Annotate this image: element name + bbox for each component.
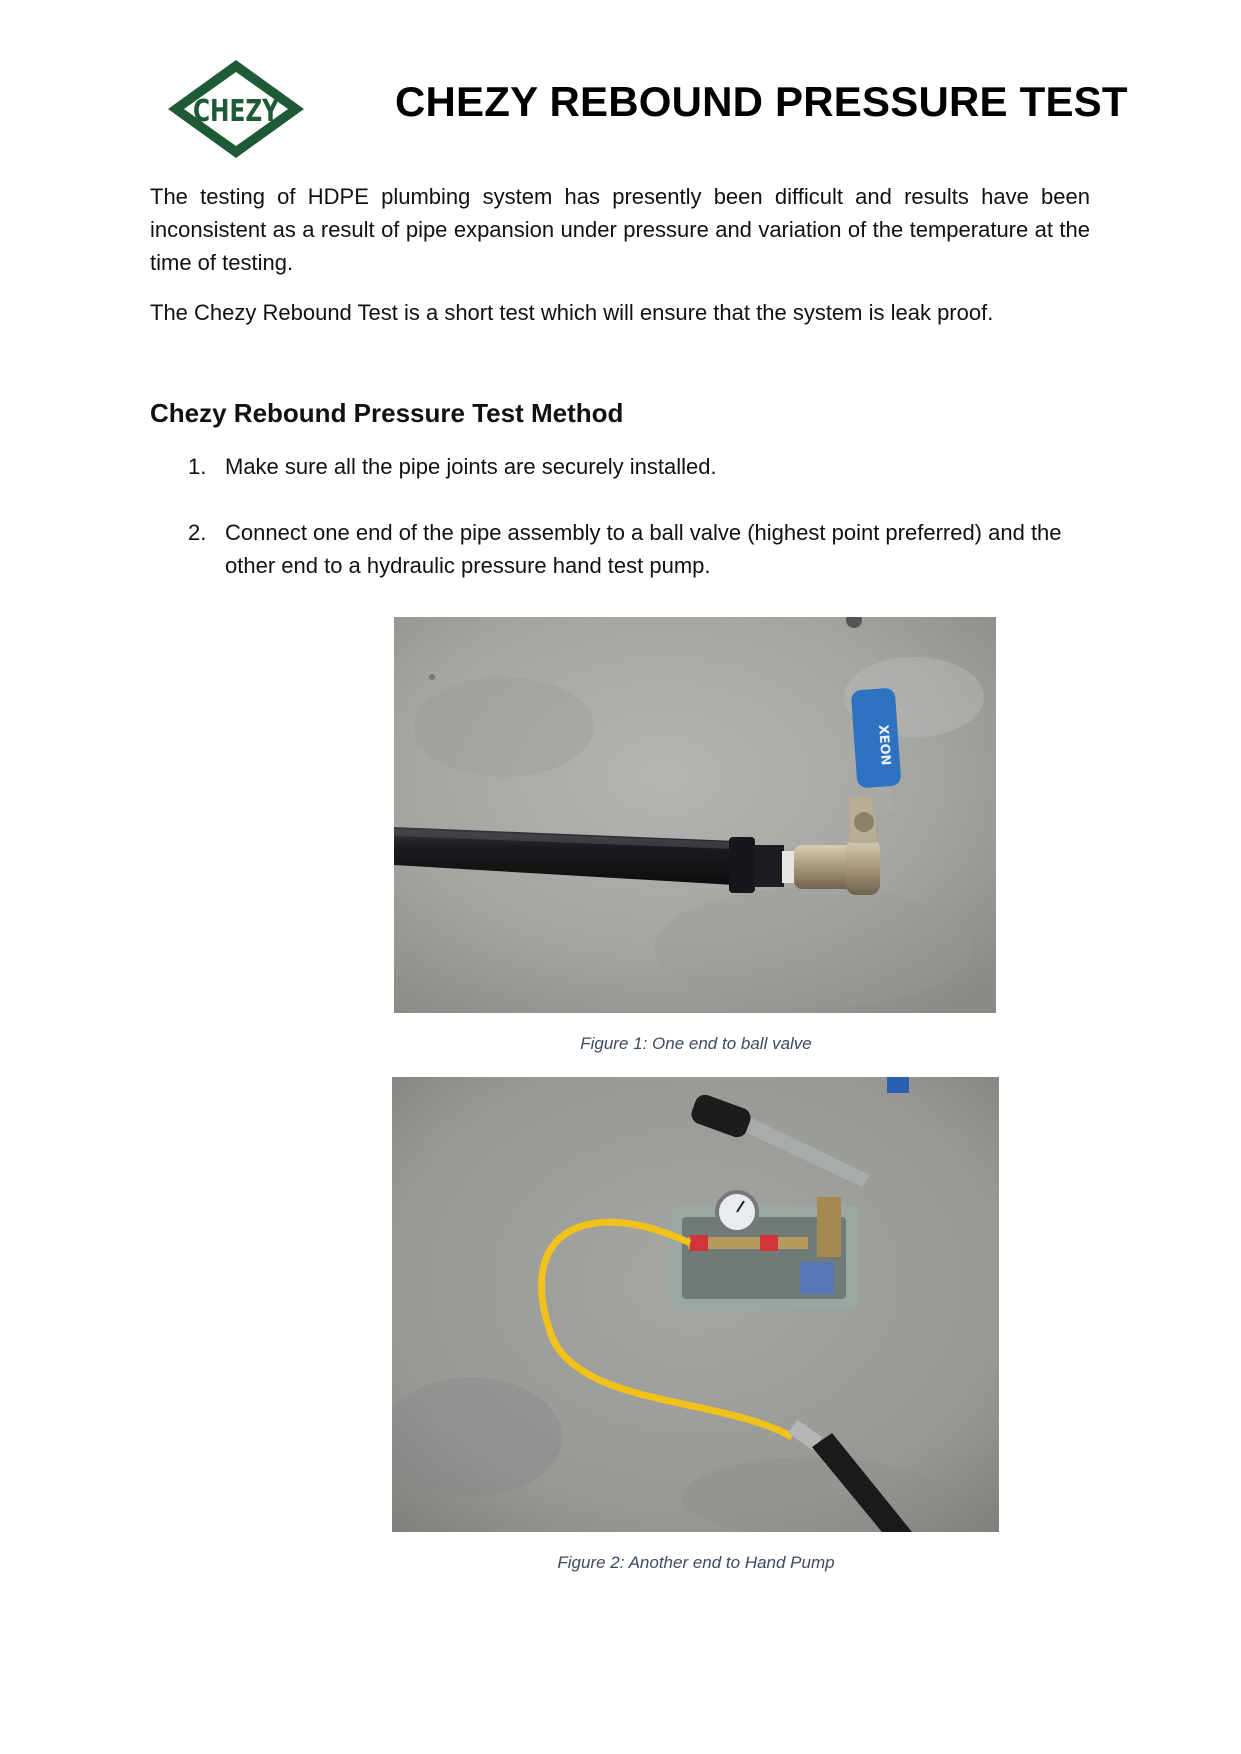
figure-caption: Figure 2: Another end to Hand Pump bbox=[557, 1553, 835, 1572]
handle-label: XEON bbox=[875, 724, 893, 767]
section-heading: Chezy Rebound Pressure Test Method bbox=[150, 398, 624, 428]
step-number: 1. bbox=[188, 454, 207, 479]
step-text: Connect one end of the pipe assembly to a ball valve (highest point preferred) and the other end to a hydraulic pressure hand test pump. bbox=[225, 520, 1062, 578]
intro-paragraph: The testing of HDPE plumbing system has presently been difficult and results have been inconsistent as a result of pipe expansion under pressure and variation of the temperature at the time of testing. bbox=[150, 184, 1090, 275]
figure-caption: Figure 1: One end to ball valve bbox=[580, 1034, 812, 1053]
step-number: 2. bbox=[188, 520, 207, 545]
figure-ball-valve-photo bbox=[394, 617, 996, 1013]
page-title: CHEZY REBOUND PRESSURE TEST bbox=[395, 78, 1128, 125]
figure-hand-pump-photo bbox=[392, 1077, 999, 1532]
chezy-logo bbox=[166, 58, 306, 160]
svg-text:CHEZY: CHEZY bbox=[193, 94, 280, 129]
step-text: Make sure all the pipe joints are securely installed. bbox=[225, 454, 717, 479]
intro-summary: The Chezy Rebound Test is a short test which will ensure that the system is leak proof. bbox=[150, 300, 994, 325]
